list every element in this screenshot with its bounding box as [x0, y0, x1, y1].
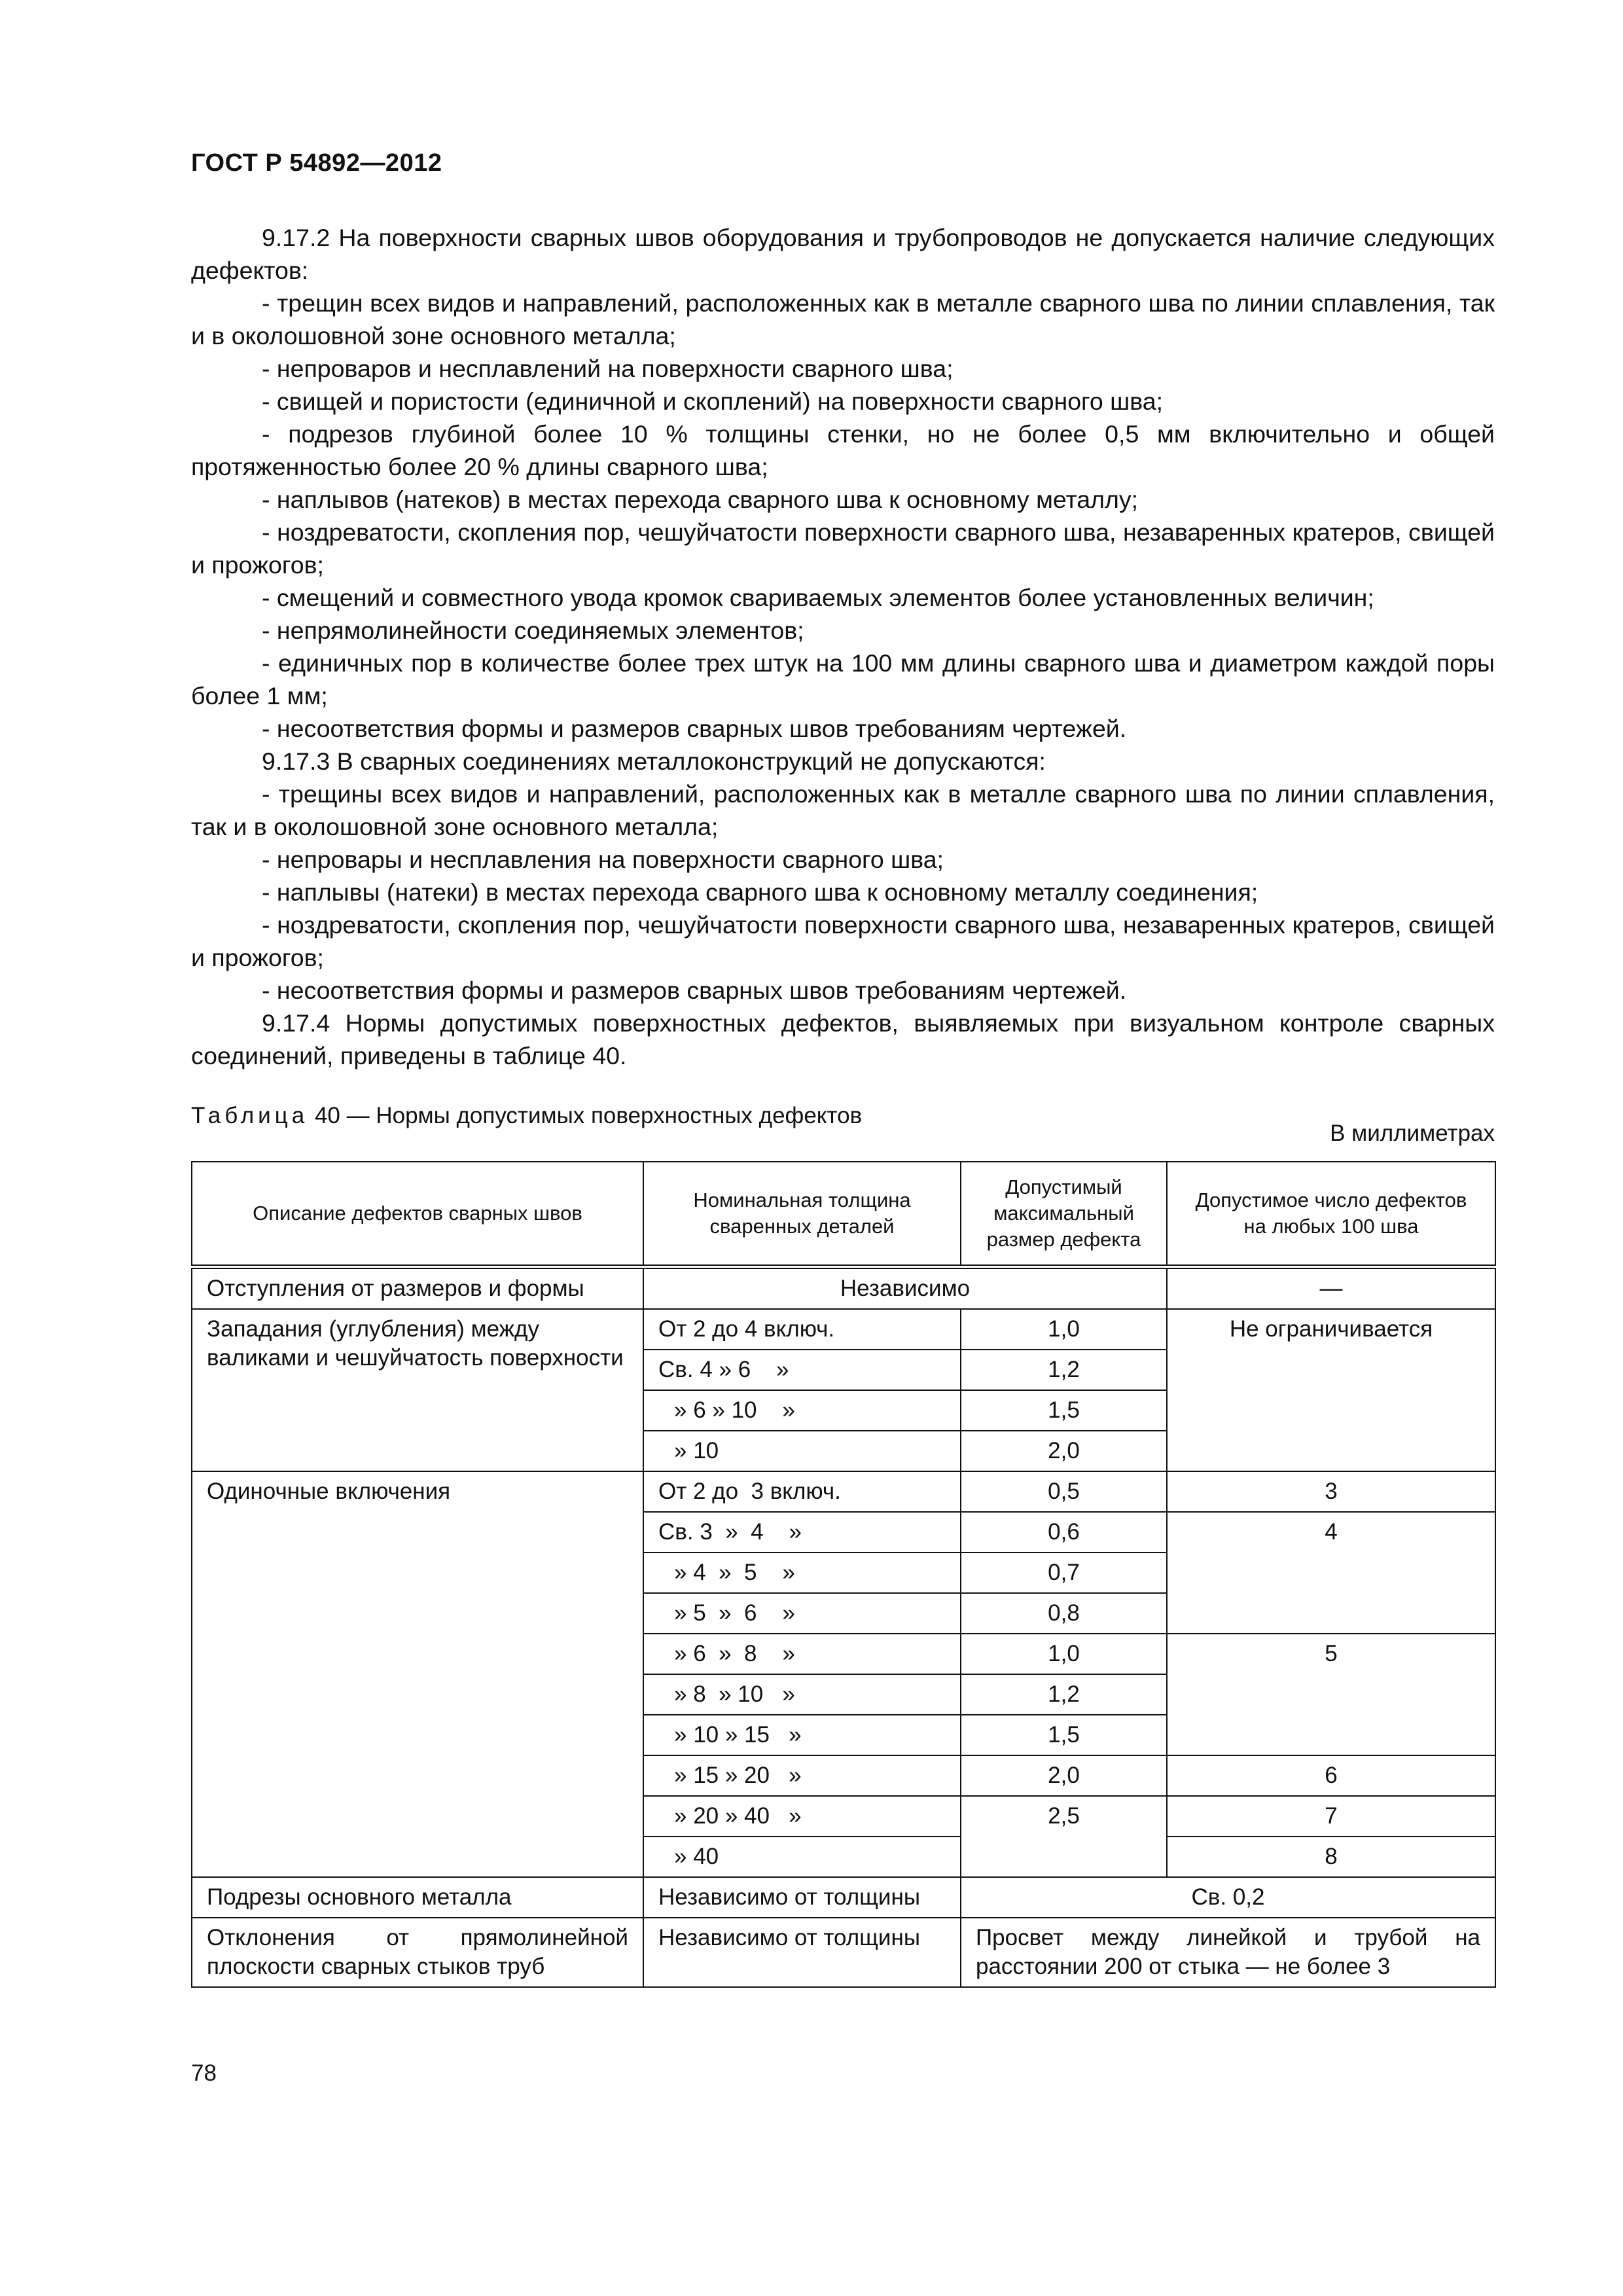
count-cell: 3	[1167, 1471, 1495, 1512]
table-row	[192, 1471, 1495, 1512]
header-max-size: Допустимый максимальный размер дефекта	[961, 1162, 1167, 1267]
paragraph: 9.17.2 На поверхности сварных швов оборудования и трубопроводов не допускается наличие следующих дефектов:	[191, 224, 1495, 284]
list-item: - несоответствия формы и размеров сварных швов требованиям чертежей.	[262, 715, 1127, 742]
size-cell: 1,5	[961, 1390, 1167, 1431]
count-cell: Не ограничивается	[1167, 1309, 1495, 1471]
thickness-cell: » 6 » 10 »	[643, 1390, 961, 1431]
thickness-cell: » 10	[643, 1431, 961, 1471]
thickness-cell: Независимо от толщины	[643, 1918, 961, 1987]
thickness-cell: » 4 » 5 »	[643, 1552, 961, 1593]
body-text	[191, 221, 1495, 1072]
count-cell: 4	[1167, 1512, 1495, 1634]
table-header-row	[192, 1162, 1495, 1267]
size-cell: 0,8	[961, 1593, 1167, 1634]
table-row	[192, 1309, 1495, 1350]
norm-cell: Св. 0,2	[961, 1877, 1495, 1918]
thickness-cell: Св. 4 » 6 »	[643, 1350, 961, 1390]
size-cell: 2,5	[961, 1796, 1167, 1877]
list-item: - подрезов глубиной более 10 % толщины стенки, но не более 0,5 мм включительно и общей протяженностью более 20 % длины сварного шва;	[191, 420, 1495, 480]
list-item: - наплывы (натеки) в местах перехода сварного шва к основному металлу соединения;	[262, 878, 1258, 906]
thickness-cell: » 6 » 8 »	[643, 1634, 961, 1674]
size-cell: 1,0	[961, 1634, 1167, 1674]
list-item: - трещины всех видов и направлений, расположенных как в металле сварного шва по линии сплавления, так и в околошовной зоне основного металла;	[191, 780, 1495, 840]
table-caption-title: 40 — Нормы допустимых поверхностных дефектов	[308, 1103, 863, 1128]
defect-description: Отклонения от прямолинейной плоскости сварных стыков труб	[192, 1918, 643, 1987]
thickness-cell: » 8 » 10 »	[643, 1674, 961, 1715]
count-cell: 5	[1167, 1634, 1495, 1755]
size-cell: 1,2	[961, 1674, 1167, 1715]
norm-cell: Просвет между линейкой и трубой на расстоянии 200 от стыка — не более 3	[961, 1918, 1495, 1987]
size-cell: 0,5	[961, 1471, 1167, 1512]
count-cell: —	[1167, 1267, 1495, 1310]
list-item: - непрямолинейности соединяемых элементов;	[262, 617, 804, 644]
header-description: Описание дефектов сварных швов	[192, 1162, 643, 1267]
paragraph: 9.17.3 В сварных соединениях металлоконструкций не допускаются:	[262, 747, 1046, 775]
header-count: Допустимое число дефектов на любых 100 шва	[1167, 1162, 1495, 1267]
list-item: - свищей и пористости (единичной и скоплений) на поверхности сварного шва;	[262, 387, 1164, 415]
thickness-cell: Независимо	[643, 1267, 1167, 1310]
list-item: - несоответствия формы и размеров сварных швов требованиям чертежей.	[262, 977, 1127, 1004]
table-row	[192, 1877, 1495, 1918]
thickness-cell: » 15 » 20 »	[643, 1755, 961, 1796]
list-item: - непроваров и несплавлений на поверхности сварного шва;	[262, 355, 954, 382]
table-units: В миллиметрах	[1330, 1121, 1495, 1146]
table-caption	[191, 1103, 862, 1129]
thickness-cell: От 2 до 3 включ.	[643, 1471, 961, 1512]
header-thickness: Номинальная толщина сваренных деталей	[643, 1162, 961, 1267]
list-item: - ноздреватости, скопления пор, чешуйчатости поверхности сварного шва, незаваренных кратеров, свищей и прожогов;	[191, 911, 1495, 971]
defect-description: Западания (углубления) между валиками и чешуйчатость поверхности	[192, 1309, 643, 1471]
defect-description: Одиночные включения	[192, 1471, 643, 1877]
table-caption-label: Таблица	[191, 1103, 309, 1128]
thickness-cell: » 10 » 15 »	[643, 1715, 961, 1755]
count-cell: 7	[1167, 1796, 1495, 1837]
defect-description: Подрезы основного металла	[192, 1877, 643, 1918]
thickness-cell: » 5 » 6 »	[643, 1593, 961, 1634]
size-cell: 1,2	[961, 1350, 1167, 1390]
size-cell: 1,0	[961, 1309, 1167, 1350]
defect-description: Отступления от размеров и формы	[192, 1267, 643, 1310]
document-header: ГОСТ Р 54892—2012	[191, 149, 442, 177]
thickness-cell: От 2 до 4 включ.	[643, 1309, 961, 1350]
table-row	[192, 1918, 1495, 1987]
thickness-cell: Независимо от толщины	[643, 1877, 961, 1918]
size-cell: 2,0	[961, 1431, 1167, 1471]
list-item: - ноздреватости, скопления пор, чешуйчатости поверхности сварного шва, незаваренных кратеров, свищей и прожогов;	[191, 518, 1495, 579]
list-item: - непровары и несплавления на поверхности сварного шва;	[262, 846, 944, 873]
table-row	[192, 1267, 1495, 1310]
list-item: - единичных пор в количестве более трех штук на 100 мм длины сварного шва и диаметром каждой поры более 1 мм;	[191, 649, 1495, 709]
defects-table	[191, 1161, 1496, 1988]
size-cell: 2,0	[961, 1755, 1167, 1796]
count-cell: 8	[1167, 1837, 1495, 1877]
thickness-cell: Св. 3 » 4 »	[643, 1512, 961, 1552]
paragraph: 9.17.4 Нормы допустимых поверхностных дефектов, выявляемых при визуальном контроле сварных соединений, приведены в таблице 40.	[191, 1009, 1495, 1069]
size-cell: 1,5	[961, 1715, 1167, 1755]
list-item: - трещин всех видов и направлений, расположенных как в металле сварного шва по линии сплавления, так и в околошовной зоне основного металла;	[191, 289, 1495, 350]
list-item: - наплывов (натеков) в местах перехода сварного шва к основному металлу;	[262, 486, 1139, 513]
thickness-cell: » 20 » 40 »	[643, 1796, 961, 1837]
size-cell: 0,7	[961, 1552, 1167, 1593]
page-number: 78	[191, 2060, 217, 2086]
thickness-cell: » 40	[643, 1837, 961, 1877]
size-cell: 0,6	[961, 1512, 1167, 1552]
list-item: - смещений и совместного увода кромок свариваемых элементов более установленных величин;	[262, 584, 1374, 611]
count-cell: 6	[1167, 1755, 1495, 1796]
